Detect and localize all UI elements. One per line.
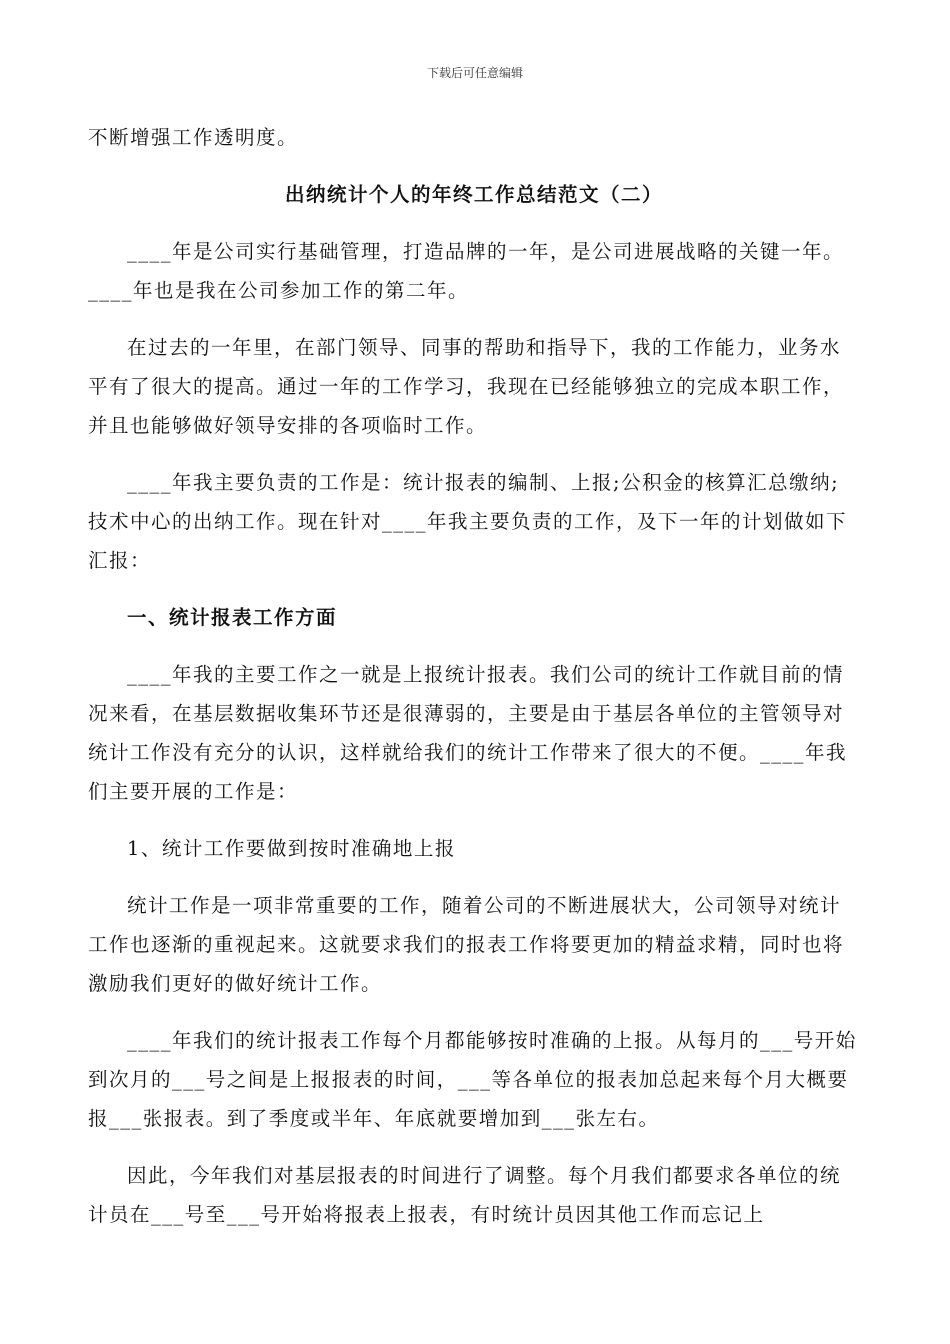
paragraph: 统计工作是一项非常重要的工作，随着公司的不断进展状大，公司领导对统计工作也逐渐的重视起来。这就要求我们的报表工作将要更加的精益求精，同时也将激励我们更好的做好统计工作。 <box>88 894 845 995</box>
paragraph: ____年我主要负责的工作是：统计报表的编制、上报;公积金的核算汇总缴纳;技术中心的出纳工作。现在针对____年我主要负责的工作，及下一年的计划做如下汇报： <box>88 471 848 572</box>
document-body <box>88 118 860 1234</box>
page-header: 下载后可任意编辑 <box>426 66 523 80</box>
paragraph: ____年我的主要工作之一就是上报统计报表。我们公司的统计工作就目前的情况来看，在基层数据收集环节还是很薄弱的，主要是由于基层各单位的主管领导对统计工作没有充分的认识，这样就给我们的统计工作带来了很大的不便。____年我们主要开展的工作是： <box>88 663 848 803</box>
subheading: 1、统计工作要做到按时准确地上报 <box>127 837 456 860</box>
section-heading: 一、统计报表工作方面 <box>127 606 338 629</box>
paragraph: 在过去的一年里，在部门领导、同事的帮助和指导下，我的工作能力，业务水平有了很大的提高。通过一年的工作学习，我现在已经能够独立的完成本职工作，并且也能够做好领导安排的各项临时工作。 <box>88 336 845 437</box>
paragraph: 因此，今年我们对基层报表的时间进行了调整。每个月我们都要求各单位的统计员在___号至___号开始将报表上报表，有时统计员因其他工作而忘记上 <box>88 1164 842 1226</box>
paragraph: ____年我们的统计报表工作每个月都能够按时准确的上报。从每月的___号开始到次月的___号之间是上报报表的时间，___等各单位的报表加总起来每个月大概要报___张报表。到了季度或半年、年底就要增加到___张左右。 <box>88 1029 857 1130</box>
document-title: 出纳统计个人的年终工作总结范文（二） <box>284 183 663 206</box>
paragraph: 不断增强工作透明度。 <box>88 126 299 149</box>
paragraph: ____年是公司实行基础管理，打造品牌的一年，是公司进展战略的关键一年。____年也是我在公司参加工作的第二年。 <box>88 240 845 302</box>
